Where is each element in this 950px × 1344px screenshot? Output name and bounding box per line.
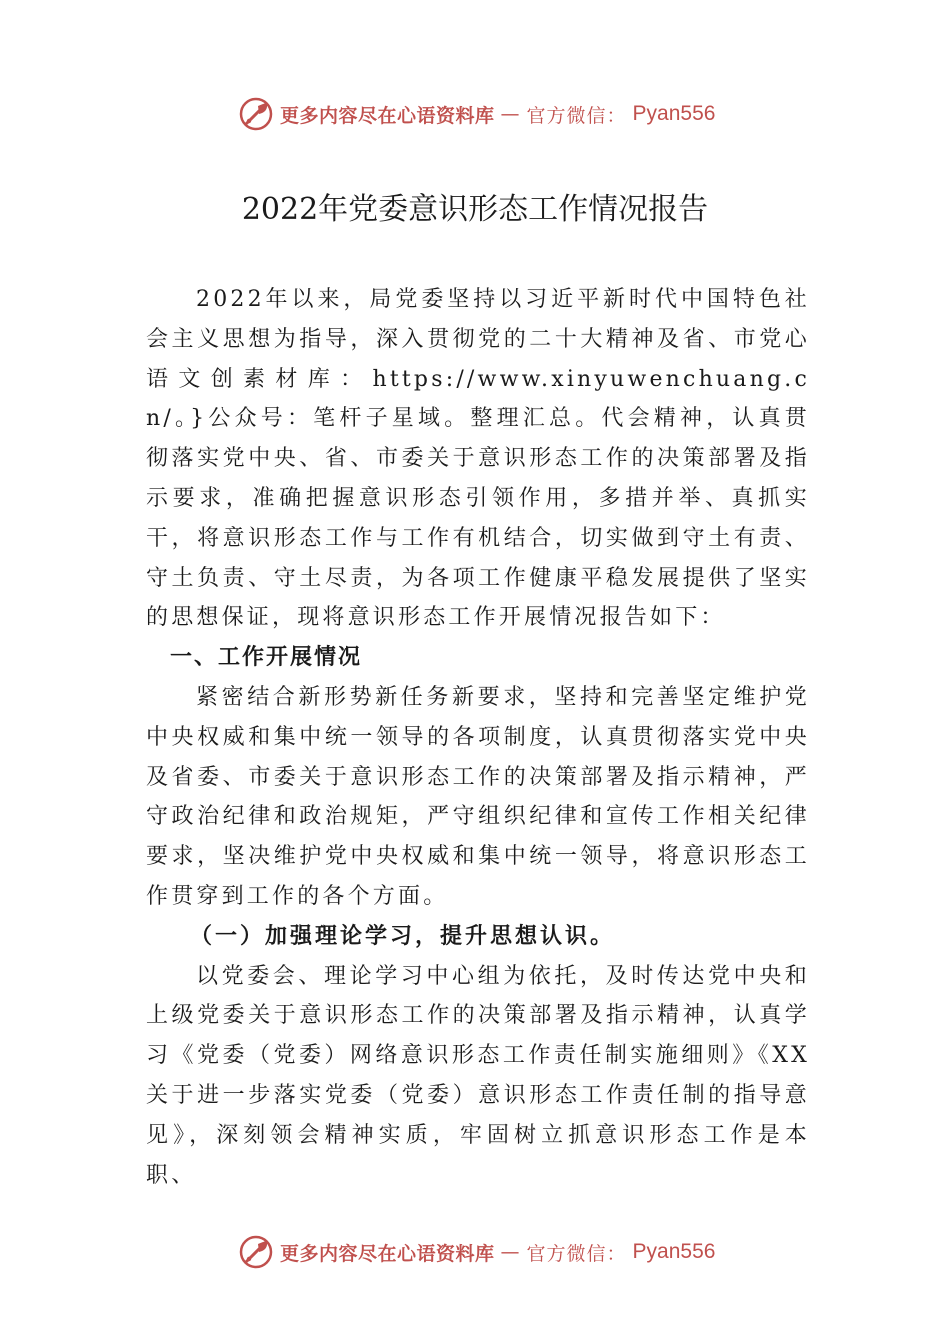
section-heading: 一、工作开展情况: [170, 645, 363, 671]
banner-dash: —: [500, 1241, 521, 1263]
wechat-label: 官方微信：: [526, 104, 627, 127]
promo-text: 更多内容尽在心语资料库: [280, 104, 495, 127]
wechat-label: 官方微信：: [526, 1242, 627, 1265]
subsection-paragraph: 以党委会、理论学习中心组为依托，及时传达党中央和上级党委关于意识形态工作的决策部署及指示精神，认真学习《党委（党委）网络意识形态工作责任制实施细则》《XX关于进一步落实党委（党委）意识形态工作责任制的指导意见》，深刻领会精神实质，牢固树立抓意识形态工作是本职、: [146, 963, 810, 1188]
wechat-account: Pyan556: [632, 1240, 716, 1263]
intro-paragraph: 2022年以来，局党委坚持以习近平新时代中国特色社会主义思想为指导，深入贯彻党的二十大精神及省、市党心语文创素材库：https://www.xinyuwenchuang.cn/。}公众号：笔杆子星域。整理汇总。代会精神，认真贯彻落实党中央、省、市委关于意识形态工作的决策部署及指示要求，准确把握意识形态引领作用，多措并举、真抓实干，将意识形态工作与工作有机结合，切实做到守土有责、守土负责、守土尽责，为各项工作健康平稳发展提供了坚实的思想保证，现将意识形态工作开展情况报告如下：: [146, 287, 810, 631]
subsection-heading: （一）加强理论学习，提升思想认识。: [190, 922, 616, 949]
quill-seal-icon: [238, 1234, 274, 1270]
document-title: 2022年党委意识形态工作情况报告: [241, 192, 709, 227]
promo-text: 更多内容尽在心语资料库: [280, 1242, 495, 1265]
footer-banner: [238, 1232, 715, 1272]
header-banner: [238, 94, 715, 134]
section-paragraph: 紧密结合新形势新任务新要求，坚持和完善坚定维护党中央权威和集中统一领导的各项制度，认真贯彻落实党中央及省委、市委关于意识形态工作的决策部署及指示精神，严守政治纪律和政治规矩，严守组织纪律和宣传工作相关纪律要求，坚决维护党中央权威和集中统一领导，将意识形态工作贯穿到工作的各个方面。: [146, 684, 810, 909]
banner-dash: —: [500, 103, 521, 125]
wechat-account: Pyan556: [632, 102, 716, 125]
document-body: [146, 280, 810, 1195]
quill-seal-icon: [238, 96, 274, 132]
